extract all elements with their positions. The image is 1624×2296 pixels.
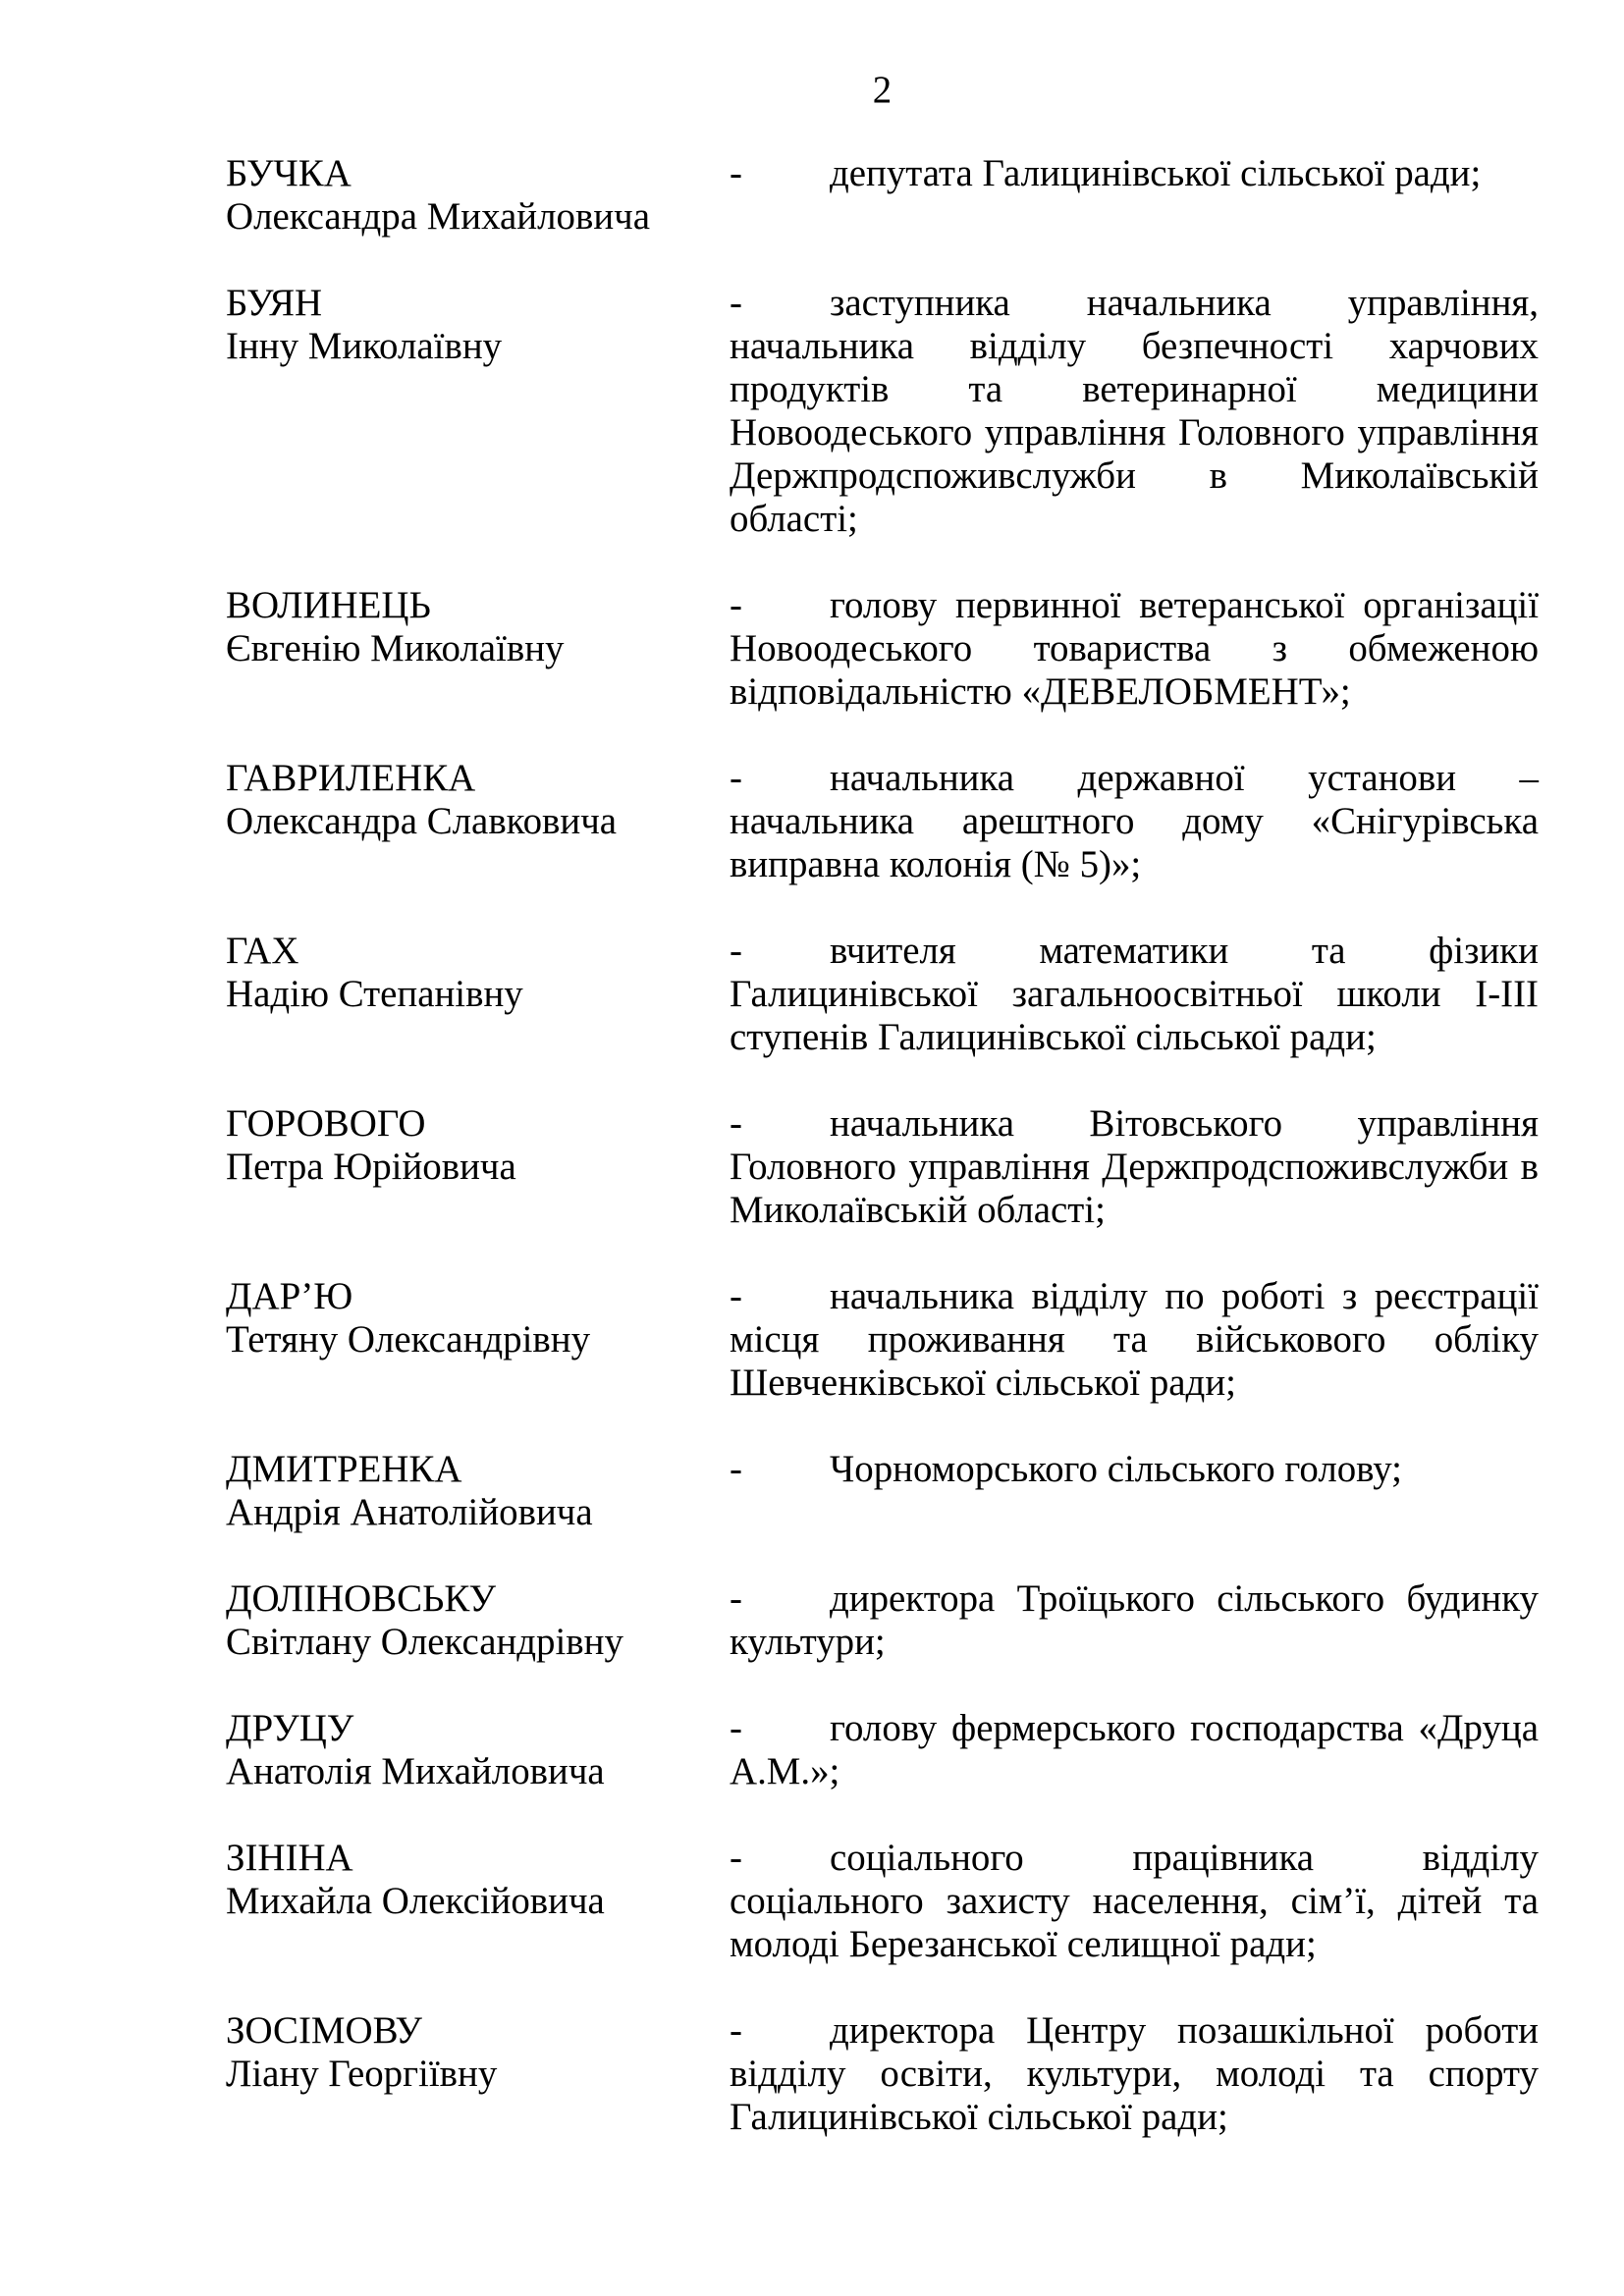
list-item — [226, 1837, 1539, 1966]
person-position — [730, 1102, 1539, 1232]
person-surname: ДОЛІНОВСЬКУ — [226, 1577, 497, 1620]
person-given-names: Олександра Михайловича — [226, 195, 650, 238]
person-position — [730, 757, 1539, 886]
dash-separator: - — [730, 930, 742, 972]
list-item — [226, 757, 1539, 886]
dash-separator: - — [730, 152, 742, 194]
page-number: 2 — [872, 69, 893, 111]
position-text: депутата Галицинівської сільської ради; — [830, 152, 1482, 194]
person-name — [226, 1707, 730, 1793]
person-position — [730, 1275, 1539, 1405]
person-surname: ГОРОВОГО — [226, 1102, 426, 1145]
person-surname: ДМИТРЕНКА — [226, 1448, 462, 1490]
list-item — [226, 930, 1539, 1059]
list-item — [226, 1707, 1539, 1793]
person-position — [730, 282, 1539, 541]
list-item — [226, 1275, 1539, 1405]
person-given-names: Олександра Славковича — [226, 800, 618, 842]
list-item — [226, 584, 1539, 714]
dash-separator: - — [730, 1837, 742, 1879]
person-name — [226, 1448, 730, 1534]
person-position — [730, 152, 1539, 195]
person-position — [730, 1577, 1539, 1664]
list-item — [226, 1577, 1539, 1664]
person-position — [730, 1707, 1539, 1793]
person-given-names: Петра Юрійовича — [226, 1146, 516, 1188]
dash-separator: - — [730, 757, 742, 799]
person-surname: ДАР’Ю — [226, 1275, 353, 1317]
dash-separator: - — [730, 1102, 742, 1145]
list-item — [226, 1102, 1539, 1232]
person-name — [226, 1275, 730, 1362]
person-given-names: Михайла Олексійовича — [226, 1880, 605, 1922]
person-position — [730, 930, 1539, 1059]
position-text: начальника державної установи – начальника арештного дому «Снігурівська виправна колонія (№ 5)»; — [730, 757, 1539, 885]
position-text: заступника начальника управління, начальника відділу безпечності харчових продуктів та ветеринарної медицини Новоодеського управління Головного управління Держпродспоживслужби в Миколаївській області; — [730, 282, 1539, 540]
person-given-names: Надію Степанівну — [226, 973, 523, 1015]
dash-separator: - — [730, 282, 742, 324]
person-surname: БУЧКА — [226, 152, 352, 194]
person-position — [730, 1837, 1539, 1966]
position-text: директора Центру позашкільної роботи відділу освіти, культури, молоді та спорту Галицинівської сільської ради; — [730, 2009, 1539, 2138]
list-item — [226, 1448, 1539, 1534]
position-text: начальника Вітовського управління Головного управління Держпродспоживслужби в Миколаївській області; — [730, 1102, 1539, 1231]
person-surname: БУЯН — [226, 282, 323, 324]
list-item — [226, 152, 1539, 239]
honorees-list — [226, 152, 1539, 2139]
person-name — [226, 1577, 730, 1664]
position-text: голову первинної ветеранської організації Новоодеського товариства з обмеженою відповідальністю «ДЕВЕЛОБМЕНТ»; — [730, 584, 1539, 713]
position-text: начальника відділу по роботі з реєстрації місця проживання та військового обліку Шевченківської сільської ради; — [730, 1275, 1539, 1404]
person-name — [226, 1837, 730, 1923]
person-given-names: Інну Миколаївну — [226, 325, 503, 367]
person-given-names: Анатолія Михайловича — [226, 1750, 605, 1792]
person-surname: ДРУЦУ — [226, 1707, 354, 1749]
person-surname: ГАХ — [226, 930, 299, 972]
list-item — [226, 2009, 1539, 2139]
person-given-names: Андрія Анатолійовича — [226, 1491, 593, 1533]
dash-separator: - — [730, 1275, 742, 1317]
person-given-names: Ліану Георгіївну — [226, 2053, 498, 2095]
person-given-names: Євгенію Миколаївну — [226, 627, 565, 669]
position-text: вчителя математики та фізики Галицинівської загальноосвітньої школи I-III ступенів Галицинівської сільської ради; — [730, 930, 1539, 1058]
position-text: директора Троїцького сільського будинку культури; — [730, 1577, 1539, 1663]
person-name — [226, 757, 730, 843]
dash-separator: - — [730, 2009, 742, 2052]
person-position — [730, 2009, 1539, 2139]
person-name — [226, 584, 730, 670]
person-surname: ЗОСІМОВУ — [226, 2009, 422, 2052]
list-item — [226, 282, 1539, 541]
person-name — [226, 282, 730, 368]
person-name — [226, 152, 730, 239]
person-given-names: Тетяну Олександрівну — [226, 1318, 591, 1361]
person-name — [226, 930, 730, 1016]
person-position — [730, 1448, 1539, 1491]
dash-separator: - — [730, 1448, 742, 1490]
person-name — [226, 1102, 730, 1189]
dash-separator: - — [730, 584, 742, 626]
position-text: голову фермерського господарства «Друца А.М.»; — [730, 1707, 1539, 1792]
person-position — [730, 584, 1539, 714]
person-surname: ЗІНІНА — [226, 1837, 353, 1879]
dash-separator: - — [730, 1707, 742, 1749]
position-text: Чорноморського сільського голову; — [830, 1448, 1402, 1490]
person-surname: ВОЛИНЕЦЬ — [226, 584, 431, 626]
person-surname: ГАВРИЛЕНКА — [226, 757, 476, 799]
person-name — [226, 2009, 730, 2096]
dash-separator: - — [730, 1577, 742, 1620]
position-text: соціального працівника відділу соціального захисту населення, сім’ї, дітей та молоді Березанської селищної ради; — [730, 1837, 1539, 1965]
person-given-names: Світлану Олександрівну — [226, 1621, 623, 1663]
